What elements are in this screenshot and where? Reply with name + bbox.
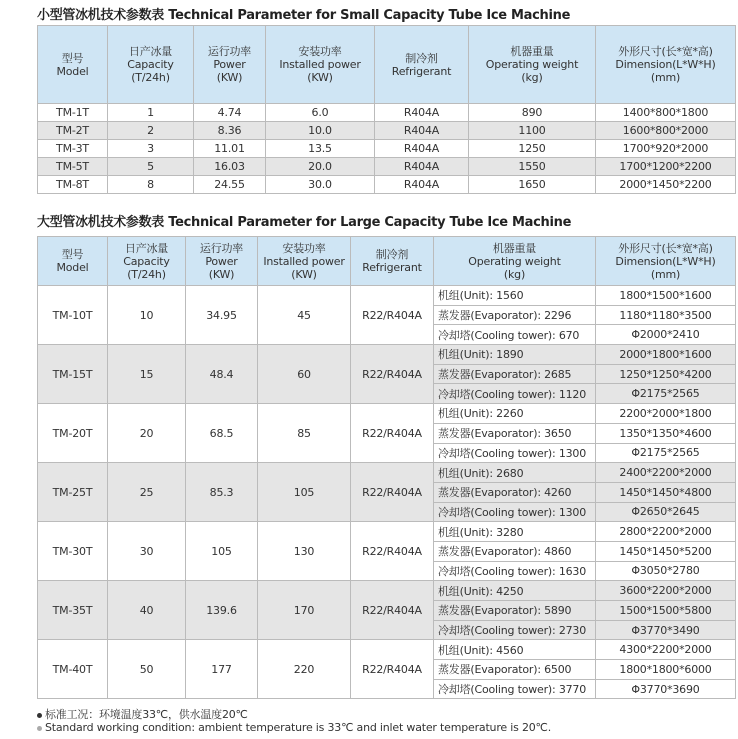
column-header: 外形尺寸(长*宽*高) Dimension(L*W*H) (mm) (596, 237, 736, 286)
table-cell: 1 (108, 104, 194, 122)
table-cell: 1600*800*2000 (596, 122, 736, 140)
table-cell: R404A (375, 104, 469, 122)
table-cell: 1700*920*2000 (596, 140, 736, 158)
dimension-cell: 1500*1500*5800 (596, 601, 736, 621)
power-cell: 68.5 (186, 404, 258, 463)
large-table-title: 大型管冰机技术参数表 Technical Parameter for Large Capacity Tube Ice Machine (37, 215, 572, 230)
refrigerant-cell: R22/R404A (351, 463, 434, 522)
note-text: Standard working condition: ambient temperature is 33℃ and inlet water temperature is 20℃. (45, 721, 551, 734)
weight-cell: 冷却塔(Cooling tower): 1630 (434, 561, 596, 581)
weight-cell: 机组(Unit): 4250 (434, 581, 596, 601)
weight-cell: 蒸发器(Evaporator): 2296 (434, 305, 596, 325)
weight-cell: 蒸发器(Evaporator): 5890 (434, 601, 596, 621)
column-header: 机器重量 Operating weight (kg) (434, 237, 596, 286)
column-header: 型号 Model (38, 26, 108, 104)
table-cell: 4.74 (194, 104, 266, 122)
dimension-cell: 2200*2000*1800 (596, 404, 736, 424)
large-capacity-table (37, 236, 736, 699)
installed-cell: 130 (258, 522, 351, 581)
column-header: 制冷剂 Refrigerant (351, 237, 434, 286)
dimension-cell: Φ2650*2645 (596, 502, 736, 522)
table-cell: 16.03 (194, 158, 266, 176)
capacity-cell: 25 (108, 463, 186, 522)
installed-cell: 105 (258, 463, 351, 522)
installed-cell: 85 (258, 404, 351, 463)
table-cell: 1400*800*1800 (596, 104, 736, 122)
dimension-cell: Φ3050*2780 (596, 561, 736, 581)
power-cell: 85.3 (186, 463, 258, 522)
small-table-title: 小型管冰机技术参数表 Technical Parameter for Small Capacity Tube Ice Machine (37, 8, 571, 23)
refrigerant-cell: R22/R404A (351, 404, 434, 463)
refrigerant-cell: R22/R404A (351, 286, 434, 345)
model-cell: TM-35T (38, 581, 108, 640)
weight-cell: 机组(Unit): 2680 (434, 463, 596, 483)
weight-cell: 蒸发器(Evaporator): 4860 (434, 541, 596, 561)
table-row (38, 463, 736, 483)
installed-cell: 220 (258, 640, 351, 699)
power-cell: 139.6 (186, 581, 258, 640)
installed-cell: 45 (258, 286, 351, 345)
table-cell: 2000*1450*2200 (596, 176, 736, 194)
dimension-cell: 1250*1250*4200 (596, 364, 736, 384)
column-header: 运行功率 Power (KW) (194, 26, 266, 104)
capacity-cell: 40 (108, 581, 186, 640)
dimension-cell: 1450*1450*4800 (596, 482, 736, 502)
column-header: 日产冰量 Capacity (T/24h) (108, 237, 186, 286)
dimension-cell: 1350*1350*4600 (596, 423, 736, 443)
table-row (38, 286, 736, 306)
weight-cell: 机组(Unit): 4560 (434, 640, 596, 660)
column-header: 制冷剂 Refrigerant (375, 26, 469, 104)
dimension-cell: 3600*2200*2000 (596, 581, 736, 601)
weight-cell: 机组(Unit): 1560 (434, 286, 596, 306)
table-cell: TM-2T (38, 122, 108, 140)
power-cell: 48.4 (186, 345, 258, 404)
table-cell: TM-5T (38, 158, 108, 176)
table-row (38, 104, 736, 122)
model-cell: TM-20T (38, 404, 108, 463)
weight-cell: 冷却塔(Cooling tower): 1120 (434, 384, 596, 404)
table-cell: 6.0 (266, 104, 375, 122)
table-cell: 1100 (469, 122, 596, 140)
dimension-cell: 2400*2200*2000 (596, 463, 736, 483)
table-cell: TM-3T (38, 140, 108, 158)
table-cell: 13.5 (266, 140, 375, 158)
weight-cell: 冷却塔(Cooling tower): 670 (434, 325, 596, 345)
weight-cell: 机组(Unit): 1890 (434, 345, 596, 365)
table-cell: 24.55 (194, 176, 266, 194)
dimension-cell: Φ3770*3690 (596, 679, 736, 699)
dimension-cell: 1800*1500*1600 (596, 286, 736, 306)
weight-cell: 机组(Unit): 2260 (434, 404, 596, 424)
column-header: 运行功率 Power (KW) (186, 237, 258, 286)
table-cell: 11.01 (194, 140, 266, 158)
installed-cell: 170 (258, 581, 351, 640)
capacity-cell: 50 (108, 640, 186, 699)
dimension-cell: 4300*2200*2000 (596, 640, 736, 660)
table-row (38, 176, 736, 194)
note-english (37, 721, 551, 734)
table-cell: 1550 (469, 158, 596, 176)
bullet-icon (37, 726, 42, 731)
dimension-cell: Φ2000*2410 (596, 325, 736, 345)
column-header: 日产冰量 Capacity (T/24h) (108, 26, 194, 104)
model-cell: TM-30T (38, 522, 108, 581)
dimension-cell: 1800*1800*6000 (596, 660, 736, 680)
dimension-cell: 1180*1180*3500 (596, 305, 736, 325)
table-cell: 1650 (469, 176, 596, 194)
table-cell: R404A (375, 158, 469, 176)
bullet-icon (37, 713, 42, 718)
weight-cell: 蒸发器(Evaporator): 2685 (434, 364, 596, 384)
capacity-cell: 30 (108, 522, 186, 581)
dimension-cell: 2800*2200*2000 (596, 522, 736, 542)
table-cell: 20.0 (266, 158, 375, 176)
table-cell: TM-8T (38, 176, 108, 194)
table-cell: 5 (108, 158, 194, 176)
dimension-cell: Φ2175*2565 (596, 384, 736, 404)
dimension-cell: Φ3770*3490 (596, 620, 736, 640)
column-header: 安装功率 Installed power (KW) (258, 237, 351, 286)
table-cell: 8 (108, 176, 194, 194)
table-row (38, 158, 736, 176)
installed-cell: 60 (258, 345, 351, 404)
dimension-cell: 1450*1450*5200 (596, 541, 736, 561)
refrigerant-cell: R22/R404A (351, 640, 434, 699)
power-cell: 177 (186, 640, 258, 699)
table-cell: 30.0 (266, 176, 375, 194)
model-cell: TM-15T (38, 345, 108, 404)
model-cell: TM-10T (38, 286, 108, 345)
power-cell: 34.95 (186, 286, 258, 345)
table-cell: 8.36 (194, 122, 266, 140)
table-cell: 2 (108, 122, 194, 140)
table-cell: 890 (469, 104, 596, 122)
weight-cell: 机组(Unit): 3280 (434, 522, 596, 542)
table-cell: 1250 (469, 140, 596, 158)
table-cell: R404A (375, 176, 469, 194)
dimension-cell: 2000*1800*1600 (596, 345, 736, 365)
weight-cell: 冷却塔(Cooling tower): 2730 (434, 620, 596, 640)
table-row (38, 122, 736, 140)
table-row (38, 640, 736, 660)
table-cell: TM-1T (38, 104, 108, 122)
column-header: 型号 Model (38, 237, 108, 286)
note-chinese (37, 706, 248, 722)
table-row (38, 345, 736, 365)
weight-cell: 冷却塔(Cooling tower): 1300 (434, 443, 596, 463)
table-row (38, 581, 736, 601)
capacity-cell: 10 (108, 286, 186, 345)
weight-cell: 冷却塔(Cooling tower): 1300 (434, 502, 596, 522)
table-row (38, 404, 736, 424)
small-capacity-table (37, 25, 736, 194)
refrigerant-cell: R22/R404A (351, 522, 434, 581)
capacity-cell: 15 (108, 345, 186, 404)
note-text: 标准工况：环境温度33℃，供水温度20℃ (45, 708, 248, 721)
capacity-cell: 20 (108, 404, 186, 463)
column-header: 安装功率 Installed power (KW) (266, 26, 375, 104)
weight-cell: 蒸发器(Evaporator): 4260 (434, 482, 596, 502)
table-row (38, 140, 736, 158)
table-cell: 3 (108, 140, 194, 158)
table-cell: 10.0 (266, 122, 375, 140)
table-cell: R404A (375, 122, 469, 140)
refrigerant-cell: R22/R404A (351, 345, 434, 404)
weight-cell: 冷却塔(Cooling tower): 3770 (434, 679, 596, 699)
model-cell: TM-25T (38, 463, 108, 522)
model-cell: TM-40T (38, 640, 108, 699)
table-cell: R404A (375, 140, 469, 158)
power-cell: 105 (186, 522, 258, 581)
column-header: 外形尺寸(长*宽*高) Dimension(L*W*H) (mm) (596, 26, 736, 104)
refrigerant-cell: R22/R404A (351, 581, 434, 640)
table-row (38, 522, 736, 542)
weight-cell: 蒸发器(Evaporator): 3650 (434, 423, 596, 443)
dimension-cell: Φ2175*2565 (596, 443, 736, 463)
column-header: 机器重量 Operating weight (kg) (469, 26, 596, 104)
table-cell: 1700*1200*2200 (596, 158, 736, 176)
weight-cell: 蒸发器(Evaporator): 6500 (434, 660, 596, 680)
